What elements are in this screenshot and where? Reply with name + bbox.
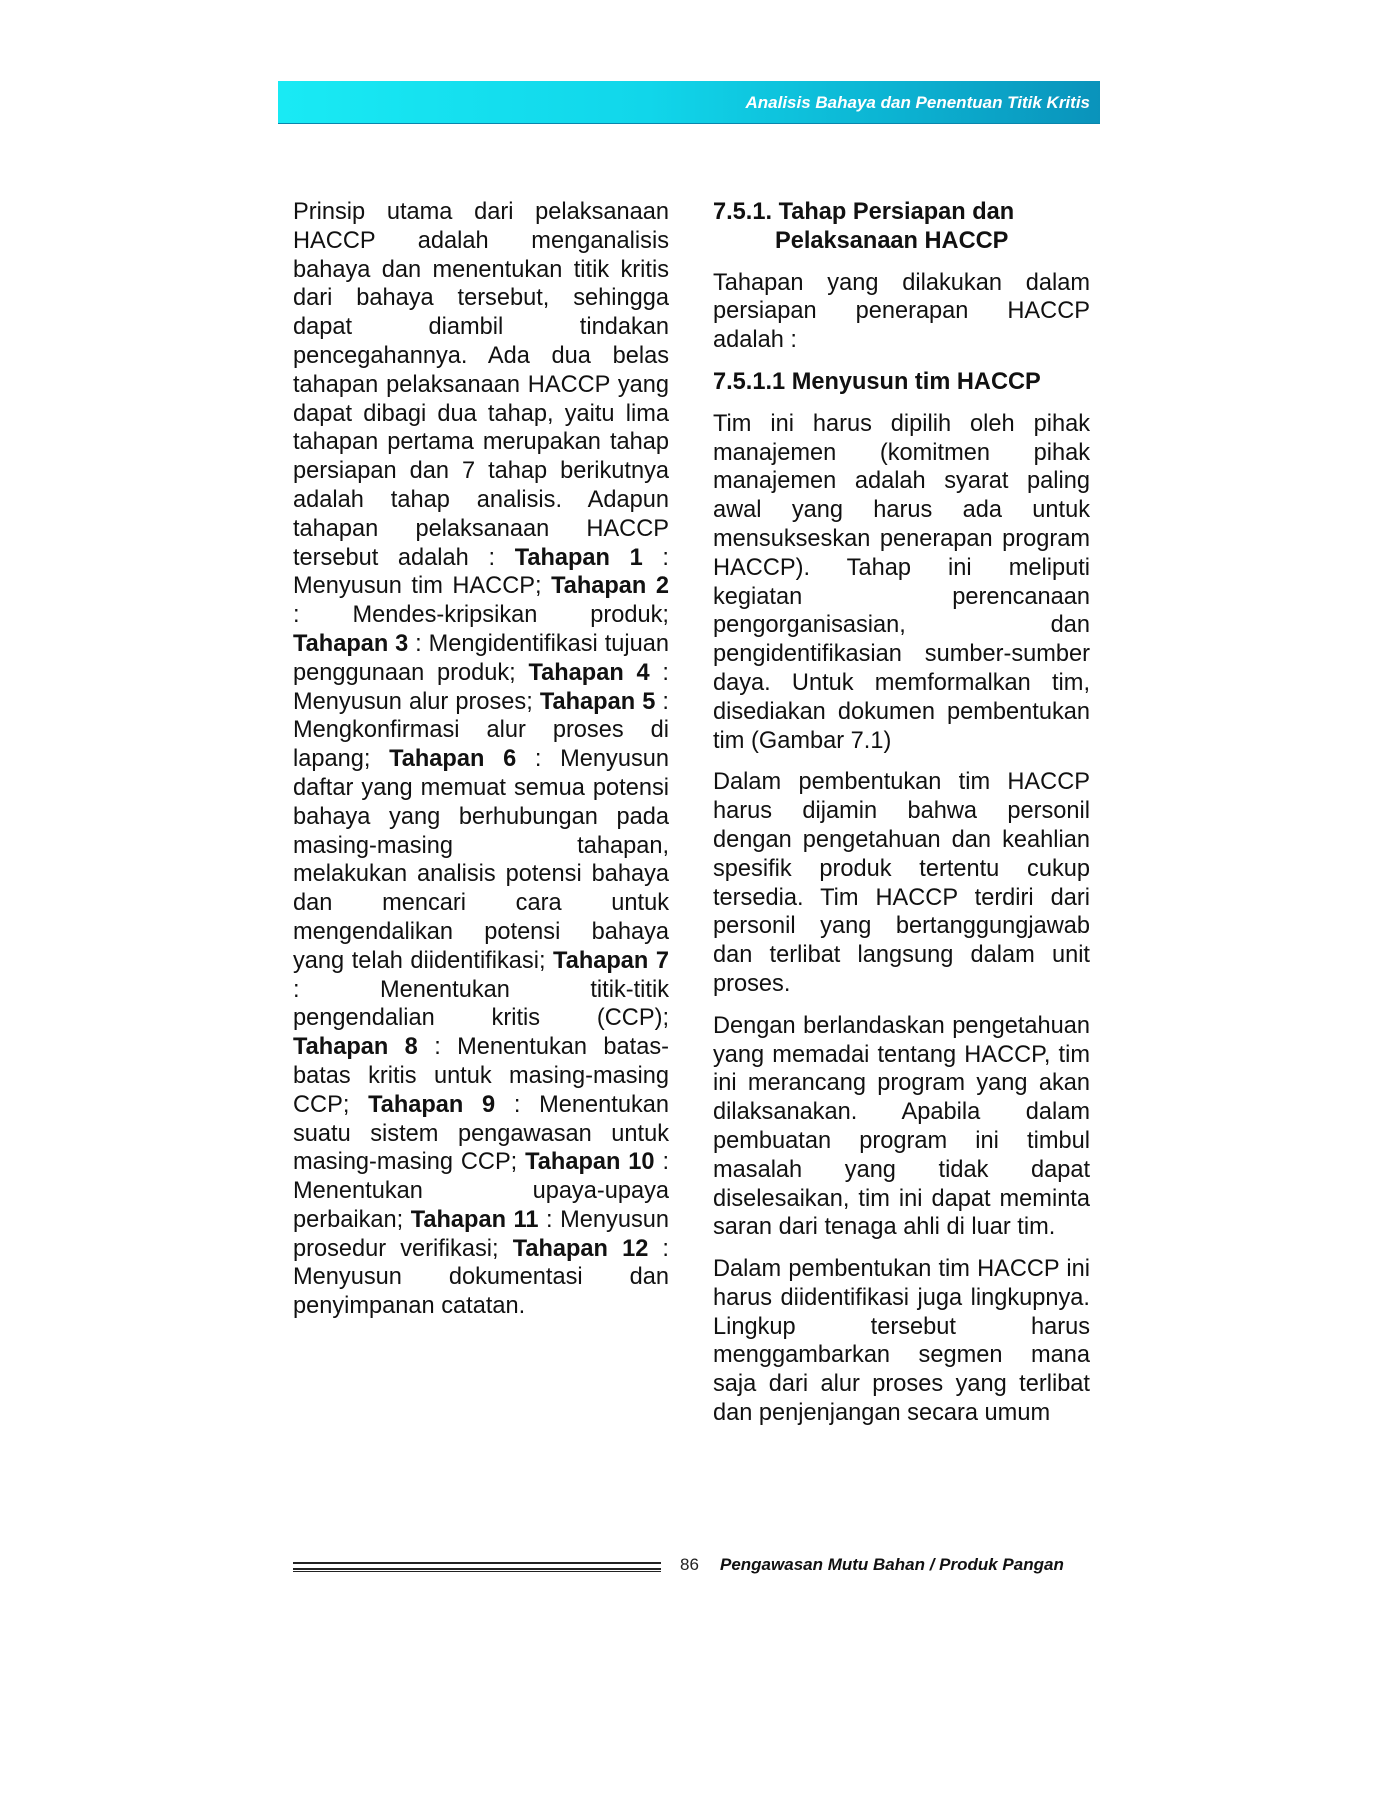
tahapan-12-text: : Menyusun dokumentasi dan penyimpanan catatan. xyxy=(293,1235,669,1320)
tahapan-11-label: Tahapan 11 xyxy=(410,1206,539,1233)
tahapan-6-text: : Menyusun daftar yang memuat semua potensi bahaya yang berhubungan pada masing-masing tahapan, melakukan analisis potensi bahaya dan mencari cara untuk mengendalikan potensi bahaya yang telah diidentifikasi; xyxy=(293,746,669,974)
tahapan-10-text: : Menentukan upaya-upaya perbaikan; xyxy=(293,1149,669,1233)
tahapan-6-label: Tahapan 6 xyxy=(389,746,517,773)
footer-title: Pengawasan Mutu Bahan / Produk Pangan xyxy=(720,1555,1064,1574)
tahapan-3-label: Tahapan 3 xyxy=(293,630,409,657)
tahapan-10-label: Tahapan 10 xyxy=(525,1149,655,1176)
tahapan-1-text: : Menyusun tim HACCP; xyxy=(293,544,669,600)
footer-rule xyxy=(293,1562,661,1570)
tahapan-4-label: Tahapan 4 xyxy=(528,659,650,686)
tahapan-1-label: Tahapan 1 xyxy=(514,544,643,571)
tahapan-7-label: Tahapan 7 xyxy=(553,947,669,974)
footer-rule-thin xyxy=(293,1571,661,1572)
tahapan-2-label: Tahapan 2 xyxy=(551,573,669,600)
intro-text: Prinsip utama dari pelaksanaan HACCP adalah menganalisis bahaya dan menentukan titik kritis dari bahaya tersebut, sehingga dapat diambil tindakan pencegahannya. Ada dua belas tahapan pelaksanaan HACCP yang dapat dibagi dua tahap, yaitu lima tahapan pertama merupakan tahap persiapan dan 7 tahap berikutnya adalah tahap analisis. Adapun tahapan pelaksanaan HACCP tersebut adalah : xyxy=(293,199,669,571)
tahapan-12-label: Tahapan 12 xyxy=(512,1235,649,1262)
paragraph-2: Dalam pembentukan tim HACCP harus dijamin bahwa personil dengan pengetahuan dan keahlian spesifik produk tertentu cukup tersedia. Tim HACCP terdiri dari personil yang bertanggungjawab dan terlibat langsung dalam unit proses. xyxy=(713,769,1090,997)
tahapan-8-label: Tahapan 8 xyxy=(293,1034,418,1061)
paragraph-4: Dalam pembentukan tim HACCP ini harus diidentifikasi juga lingkupnya. Lingkup tersebut harus menggambarkan segmen mana saja dari alur proses yang terlibat dan penjenjangan secara umum xyxy=(713,1256,1090,1427)
section-heading-line2: Pelaksanaan HACCP xyxy=(775,227,1009,254)
paragraph-1: Tim ini harus dipilih oleh pihak manajemen (komitmen pihak manajemen adalah syarat paling awal yang harus ada untuk mensukseskan penerapan program HACCP). Tahap ini meliputi kegiatan perencanaan pengorganisasian, dan pengidentifikasian sumber-sumber daya. Untuk memformalkan tim, disediakan dokumen pembentukan tim (Gambar 7.1) xyxy=(713,410,1090,754)
tahapan-3-text: : Mengidentifikasi tujuan penggunaan produk; xyxy=(293,630,669,686)
page-number: 86 xyxy=(680,1555,699,1574)
tahapan-4-text: : Menyusun alur proses; xyxy=(293,659,669,715)
section-heading-line1: 7.5.1. Tahap Persiapan dan xyxy=(713,199,1015,225)
tahapan-11-text: : Menyusun prosedur verifikasi; xyxy=(293,1206,669,1262)
tahapan-9-label: Tahapan 9 xyxy=(368,1091,496,1118)
tahapan-2-text: : Mendes-kripsikan produk; xyxy=(293,602,669,629)
tahapan-5-text: : Mengkonfirmasi alur proses di lapang; xyxy=(293,688,669,773)
left-column xyxy=(293,198,669,1334)
subsection-heading-7-5-1-1: 7.5.1.1 Menyusun tim HACCP xyxy=(713,368,1041,395)
section-heading-7-5-1 xyxy=(713,198,1090,256)
tahapan-paragraph xyxy=(293,198,669,1321)
tahapan-8-text: : Menentukan batas-batas kritis untuk masing-masing CCP; xyxy=(293,1034,669,1118)
intro-paragraph: Tahapan yang dilakukan dalam persiapan penerapan HACCP adalah : xyxy=(713,269,1090,354)
tahapan-9-text: : Menentukan suatu sistem pengawasan untuk masing-masing CCP; xyxy=(293,1091,669,1176)
paragraph-3: Dengan berlandaskan pengetahuan yang memadai tentang HACCP, tim ini merancang program yang akan dilaksanakan. Apabila dalam pembuatan program ini timbul masalah yang tidak dapat diselesaikan, tim ini dapat meminta saran dari tenaga ahli di luar tim. xyxy=(713,1012,1090,1241)
right-column xyxy=(713,198,1090,1441)
header-title: Analisis Bahaya dan Penentuan Titik Kritis xyxy=(745,93,1090,112)
tahapan-5-label: Tahapan 5 xyxy=(539,688,656,715)
tahapan-7-text: : Menentukan titik-titik pengendalian kritis (CCP); xyxy=(293,976,669,1032)
header-bar xyxy=(278,81,1100,124)
